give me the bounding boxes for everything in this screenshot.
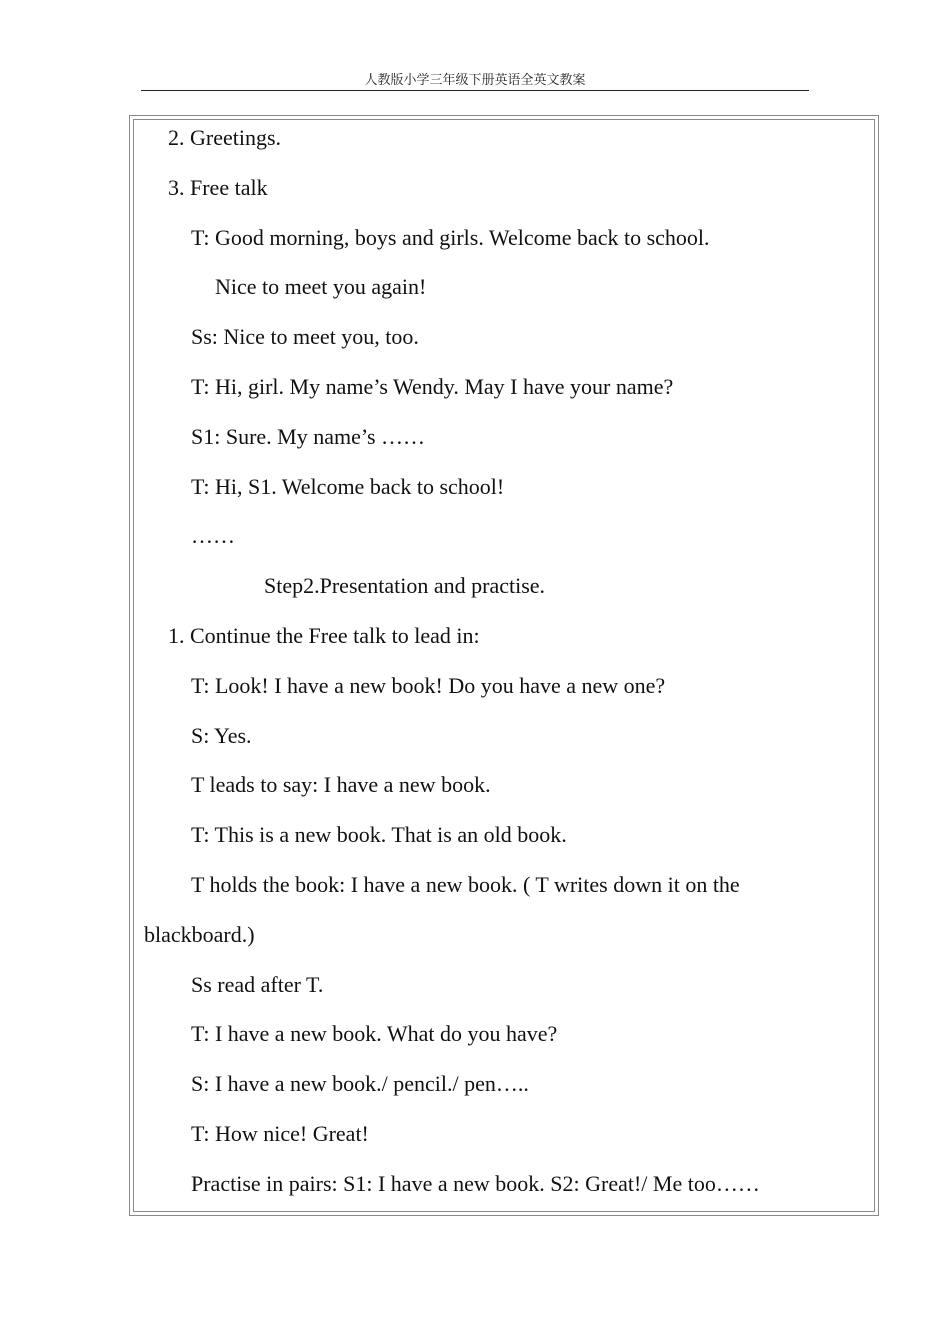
dialogue-line: T: This is a new book. That is an old book. (191, 822, 567, 848)
free-talk-item: 3. Free talk (168, 174, 268, 200)
dialogue-line: T: I have a new book. What do you have? (191, 1021, 558, 1047)
dialogue-line: T: Look! I have a new book! Do you have a new one? (191, 672, 666, 698)
ellipsis-line: …… (191, 523, 235, 549)
dialogue-line: T holds the book: I have a new book. ( T writes down it on the (191, 871, 740, 897)
pair-practice-line: Practise in pairs: S1: I have a new book. S2: Great!/ Me too…… (191, 1170, 760, 1196)
greetings-item: 2. Greetings. (168, 125, 282, 150)
dialogue-line: T: How nice! Great! (191, 1120, 369, 1146)
lesson-plan-content (144, 113, 834, 1209)
dialogue-line: S1: Sure. My name’s …… (191, 423, 426, 449)
dialogue-line: T: Hi, S1. Welcome back to school! (191, 473, 505, 499)
dialogue-line-continued: blackboard.) (144, 921, 255, 947)
step-heading: Step2.Presentation and practise. (264, 573, 546, 599)
dialogue-line: T leads to say: I have a new book. (191, 772, 491, 798)
dialogue-line: Ss: Nice to meet you, too. (191, 324, 419, 350)
dialogue-line: S: I have a new book./ pencil./ pen….. (191, 1071, 529, 1097)
dialogue-line: T: Hi, girl. My name’s Wendy. May I have your name? (191, 373, 674, 399)
dialogue-line: T: Good morning, boys and girls. Welcome back to school. (191, 224, 710, 250)
dialogue-line: Nice to meet you again! (215, 274, 427, 300)
dialogue-line: Ss read after T. (191, 971, 324, 997)
page-header: 人教版小学三年级下册英语全英文教案 (141, 70, 809, 91)
continue-item: 1. Continue the Free talk to lead in: (168, 622, 480, 648)
dialogue-line: S: Yes. (191, 722, 252, 748)
